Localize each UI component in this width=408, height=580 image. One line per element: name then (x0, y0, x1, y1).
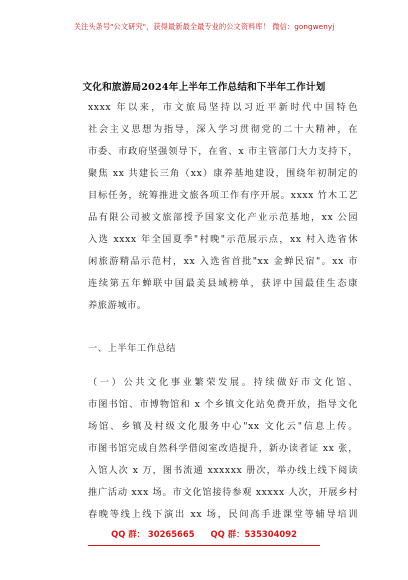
intro-line: 养旅游城市。 (88, 300, 147, 311)
intro-line: 连续第五年蝉联中国最美县域榜单，获评中国最佳生态康 (88, 278, 358, 289)
section-line: 市图书馆、市博物馆和 x 个乡镇文化站免费开放，指导文化 (88, 399, 358, 410)
intro-line: 市委、市政府坚强领导下，在省、x 市主管部门大力支持下， (88, 146, 358, 157)
intro-line: 入选 xxxx 年全国夏季"村晚"示范展示点，xx 村入选省休 (88, 234, 358, 245)
section-line: 场馆、乡镇及村级文化服务中心"xx 文化云"信息上传。 (88, 421, 358, 432)
header-banner: 关注头条号"公文研究"，获得最新最全最专业的公文资料库！ 微信：gongwenyj (73, 22, 335, 31)
document-title: 文化和旅游局2024年上半年工作总结和下半年工作计划 (82, 82, 326, 93)
section-line: 春晚等线上线下演出 xx 场，民间高手进课堂等辅导培训 (88, 509, 358, 520)
section-paragraph (88, 372, 358, 526)
section-line: （一）公共文化事业繁荣发展。持续做好市文化馆、 (88, 377, 358, 388)
intro-line: 闲旅游精品示范村，xx 入选省首批"xx 金蝉民宿"。xx 市 (88, 256, 358, 267)
section-heading: 一、上半年工作总结 (88, 343, 177, 354)
intro-line: 聚焦 xx 共建长三角（xx）康养基地建设，围绕年初制定的 (88, 168, 358, 179)
footer-underline (88, 545, 320, 546)
intro-line: 社会主义思想为指导，深入学习贯彻党的二十大精神，在 (88, 124, 358, 135)
section-line: 推广活动 xxx 场。市文化馆接待参观 xxxxx 人次，开展乡村 (88, 487, 358, 498)
intro-line: xxxx 年以来，市文旅局坚持以习近平新时代中国特色 (88, 102, 358, 113)
section-line: 入馆人次 x 万，图书流通 xxxxxx 册次，举办线上线下阅读 (88, 465, 358, 476)
intro-line: 品有限公司被文旅部授予国家文化产业示范基地，xx 公园 (88, 212, 358, 223)
intro-paragraph (88, 97, 358, 317)
intro-line: 目标任务，统筹推进文旅各项工作有序开展。xxxx 竹木工艺 (88, 190, 358, 201)
footer-contact (0, 528, 408, 540)
footer-qq-group-1: QQ 群： 30265665 (111, 529, 195, 539)
section-line: 市图书馆完成自然科学借阅室改造提升，新办读者证 xx 张， (88, 443, 358, 454)
footer-qq-group-2: QQ 群：535304092 (210, 529, 297, 539)
